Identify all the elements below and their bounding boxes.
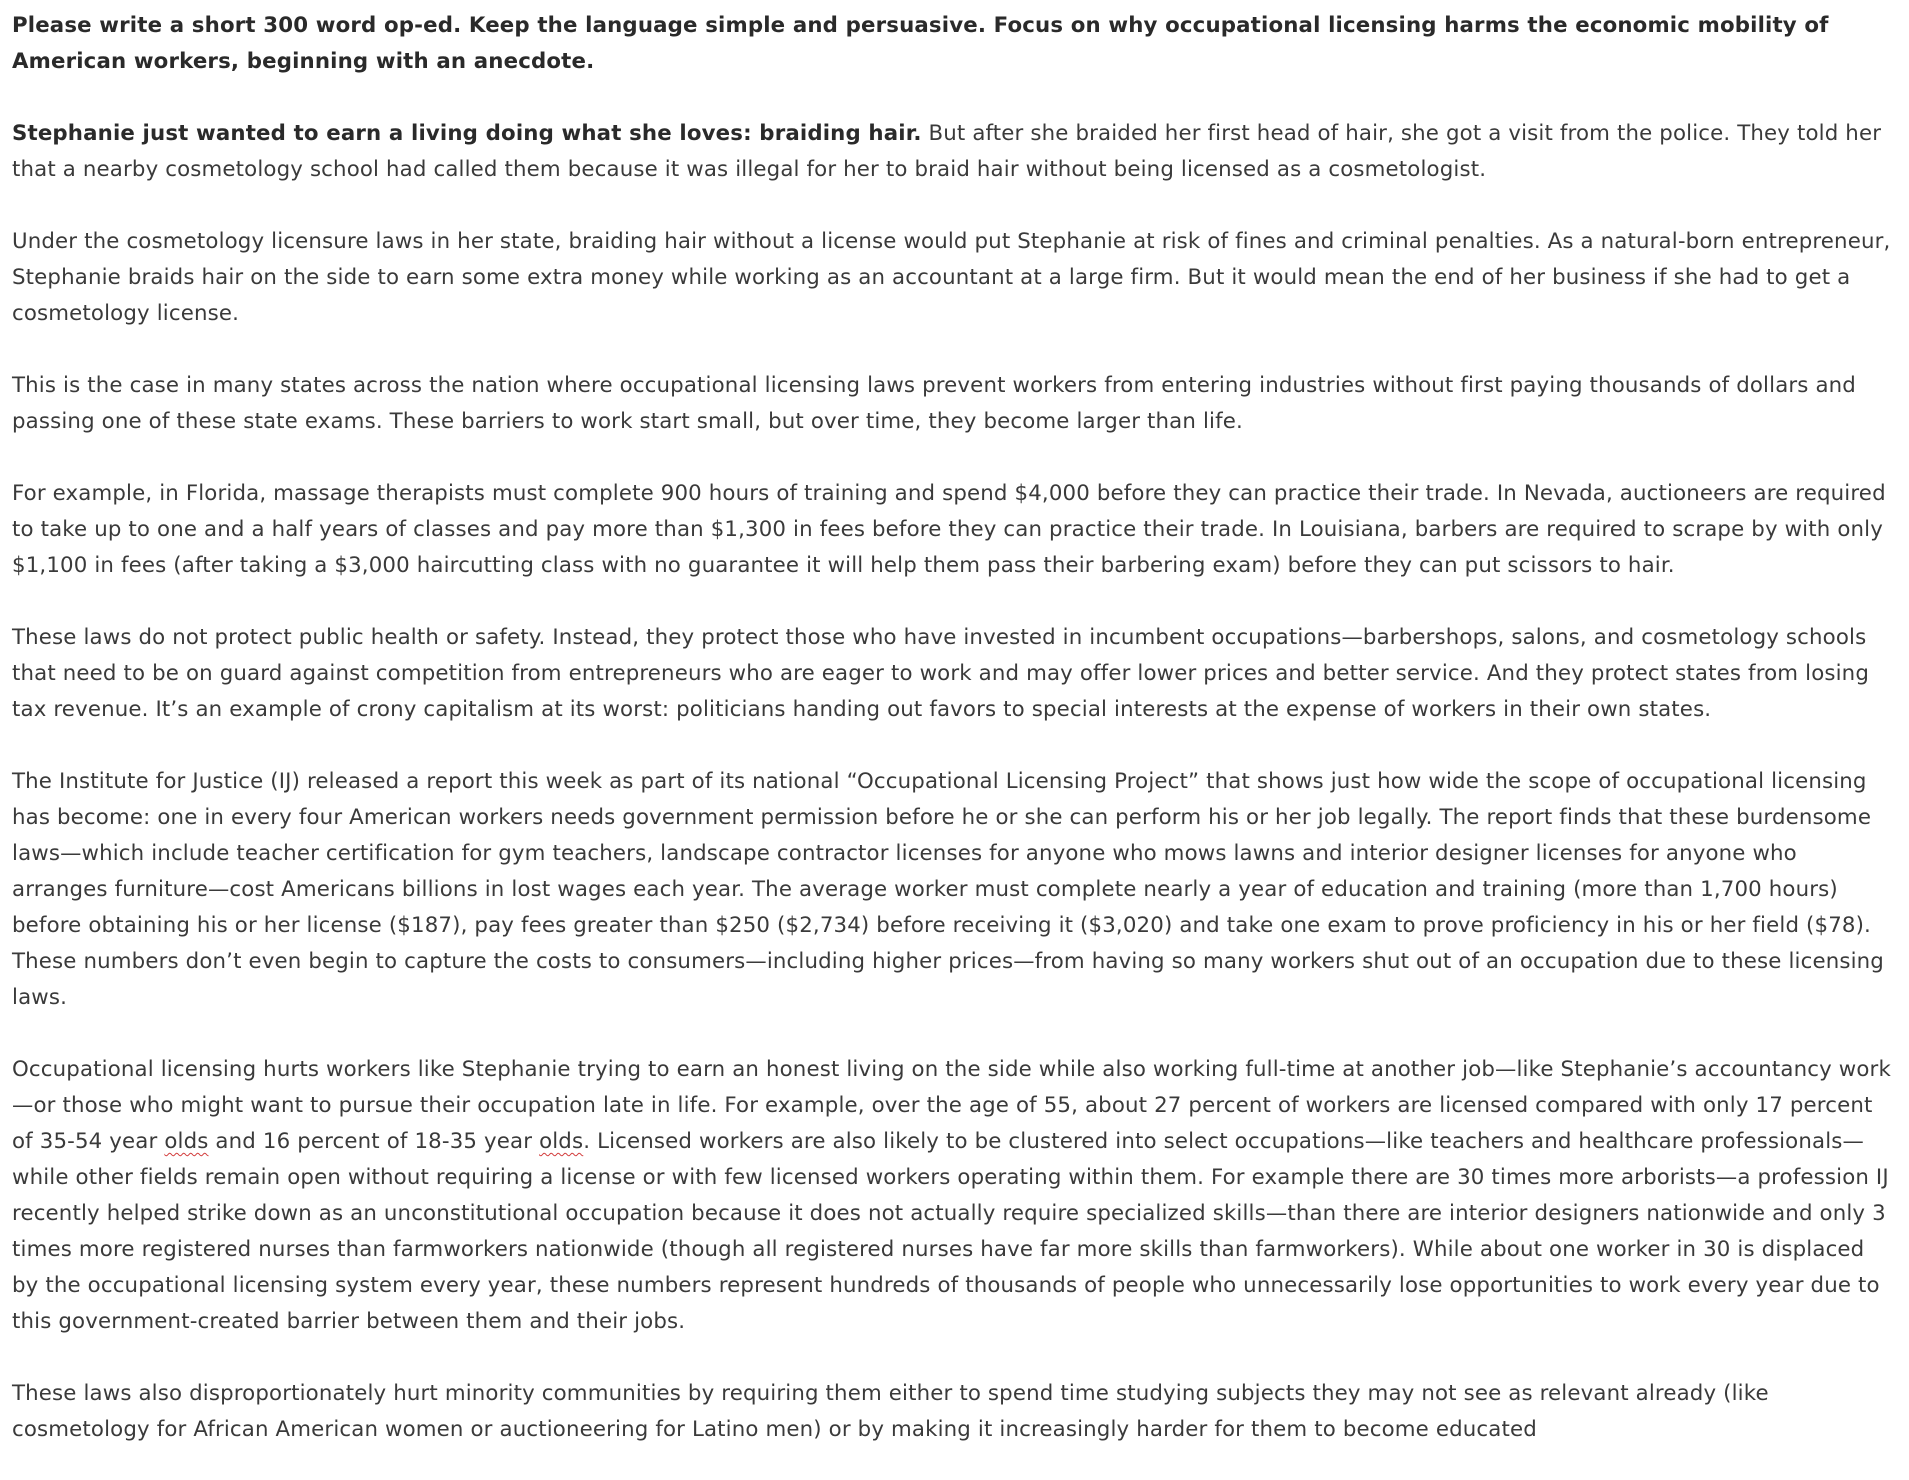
paragraph-worker-impact [12,1052,1897,1340]
paragraph-nationwide-case: This is the case in many states across the nation where occupational licensing laws prevent workers from entering industries without first paying thousands of dollars and passing one of these state exams. These barriers to work start small, but over time, they become larger than life. [12,373,1856,434]
spellcheck-flagged-word[interactable]: olds [164,1129,209,1154]
worker-impact-text-2: and 16 percent of 18-35 year [208,1129,540,1154]
user-prompt: Please write a short 300 word op-ed. Keep the language simple and persuasive. Focus on why occupational licensing harms the economic mobility of American workers, beginning with an anecdote. [12,13,1829,74]
anecdote-rest: But after she braided her first head of hair, she got a visit from the police. They told her that a nearby cosmetology school had called them because it was illegal for her to braid hair without being licensed as a cosmetologist. [12,121,1882,182]
paragraph-ij-report: The Institute for Justice (IJ) released a report this week as part of its national “Occupational Licensing Project” that shows just how wide the scope of occupational licensing has become: one in every four American workers needs government permission before he or she can perform his or her job legally. The report finds that these burdensome laws—which include teacher certification for gym teachers, landscape contractor licenses for anyone who mows lawns and interior designer licenses for anyone who arranges furniture—cost Americans billions in lost wages each year. The average worker must complete nearly a year of education and training (more than 1,700 hours) before obtaining his or her license ($187), pay fees greater than $250 ($2,734) before receiving it ($3,020) and take one exam to prove proficiency in his or her field ($78). These numbers don’t even begin to capture the costs to consumers—including higher prices—from having so many workers shut out of an occupation due to these licensing laws. [12,769,1884,1010]
anecdote-lead-sentence: Stephanie just wanted to earn a living doing what she loves: braiding hair. [12,121,922,146]
paragraph-anecdote [12,116,1897,188]
document-body [12,8,1897,1448]
paragraph-crony-capitalism: These laws do not protect public health or safety. Instead, they protect those who have invested in incumbent occupations—barbershops, salons, and cosmetology schools that need to be on guard against competition from entrepreneurs who are eager to work and may offer lower prices and better service. And they protect states from losing tax revenue. It’s an example of crony capitalism at its worst: politicians handing out favors to special interests at the expense of workers in their own states. [12,625,1870,722]
paragraph-state-examples: For example, in Florida, massage therapists must complete 900 hours of training and spend $4,000 before they can practice their trade. In Nevada, auctioneers are required to take up to one and a half years of classes and pay more than $1,300 in fees before they can practice their trade. In Louisiana, barbers are required to scrape by with only $1,100 in fees (after taking a $3,000 haircutting class with no guarantee it will help them pass their barbering exam) before they can put scissors to hair. [12,481,1886,578]
worker-impact-text-1: Occupational licensing hurts workers like Stephanie trying to earn an honest living on the side while also working full-time at another job—like Stephanie’s accountancy work—or those who might want to pursue their occupation late in life. For example, over the age of 55, about 27 percent of workers are licensed compared with only 17 percent of 35-54 year [12,1057,1891,1154]
paragraph-licensure-laws: Under the cosmetology licensure laws in her state, braiding hair without a license would put Stephanie at risk of fines and criminal penalties. As a natural-born entrepreneur, Stephanie braids hair on the side to earn some extra money while working as an accountant at a large firm. But it would mean the end of her business if she had to get a cosmetology license. [12,229,1891,326]
paragraph-minority-impact: These laws also disproportionately hurt minority communities by requiring them either to spend time studying subjects they may not see as relevant already (like cosmetology for African American women or auctioneering for Latino men) or by making it increasingly harder for them to become educated [12,1381,1769,1442]
worker-impact-text-3: . Licensed workers are also likely to be clustered into select occupations—like teachers and healthcare professionals—while other fields remain open without requiring a license or with few licensed workers operating within them. For example there are 30 times more arborists—a profession IJ recently helped strike down as an unconstitutional occupation because it does not actually require specialized skills—than there are interior designers nationwide and only 3 times more registered nurses than farmworkers nationwide (though all registered nurses have far more skills than farmworkers). While about one worker in 30 is displaced by the occupational licensing system every year, these numbers represent hundreds of thousands of people who unnecessarily lose opportunities to work every year due to this government-created barrier between them and their jobs. [12,1129,1889,1334]
spellcheck-flagged-word[interactable]: olds [539,1129,584,1154]
